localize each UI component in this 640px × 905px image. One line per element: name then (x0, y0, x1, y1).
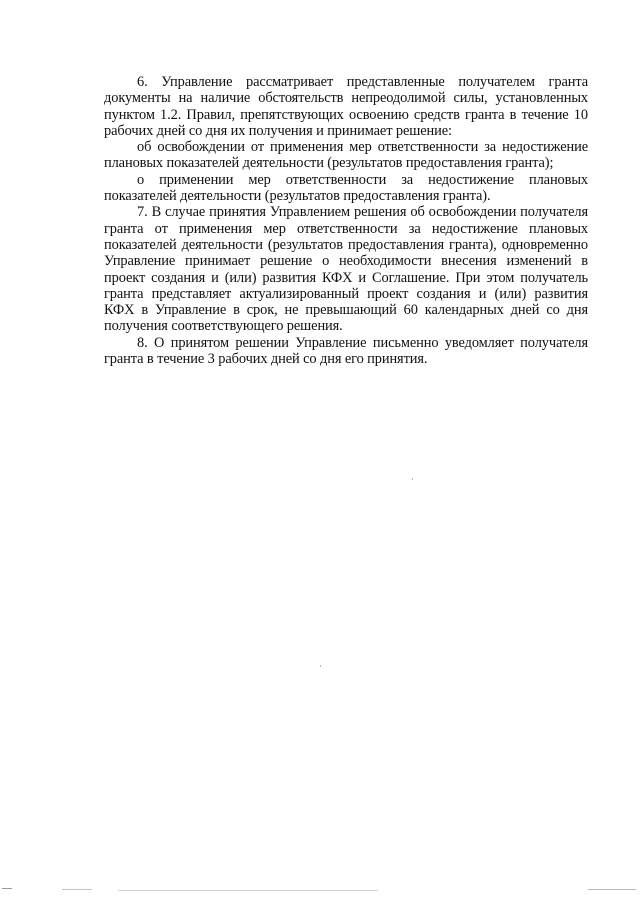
document-body (104, 74, 588, 367)
scan-edge-mark (118, 890, 378, 891)
scan-edge-mark (588, 889, 636, 890)
paragraph-8: 8. О принятом решении Управление письменно уведомляет получателя гранта в течение 3 рабочих дней со дня его принятия. (104, 334, 588, 368)
scan-speck (412, 478, 413, 480)
paragraph-liability-option: о применении мер ответственности за недостижение плановых показателей деятельности (результатов предоставления гранта). (104, 171, 588, 205)
paragraph-exemption-option: об освобождении от применения мер ответственности за недостижение плановых показателей деятельности (результатов предоставления гранта); (104, 139, 588, 172)
paragraph-6: 6. Управление рассматривает представленные получателем гранта документы на наличие обстоятельств непреодолимой силы, установленных пунктом 1.2. Правил, препятствующих освоению средств гранта в течение 10 рабочих дней со дня их получения и принимает решение: (104, 74, 588, 139)
scan-speck (320, 665, 321, 667)
scan-edge-mark (62, 889, 92, 890)
scan-edge-mark (2, 888, 12, 889)
paragraph-7: 7. В случае принятия Управлением решения об освобождении получателя гранта от применения мер ответственности за недостижение плановых показателей деятельности (результатов предоставления гранта), одновременно Управление принимает решение о необходимости внесения изменений в проект создания и (или) развития КФХ и Соглашение. При этом получатель гранта представляет актуализированный проект создания и (или) развития КФХ в Управление в срок, не превышающий 60 календарных дней со дня получения соответствующего решения. (104, 204, 588, 335)
